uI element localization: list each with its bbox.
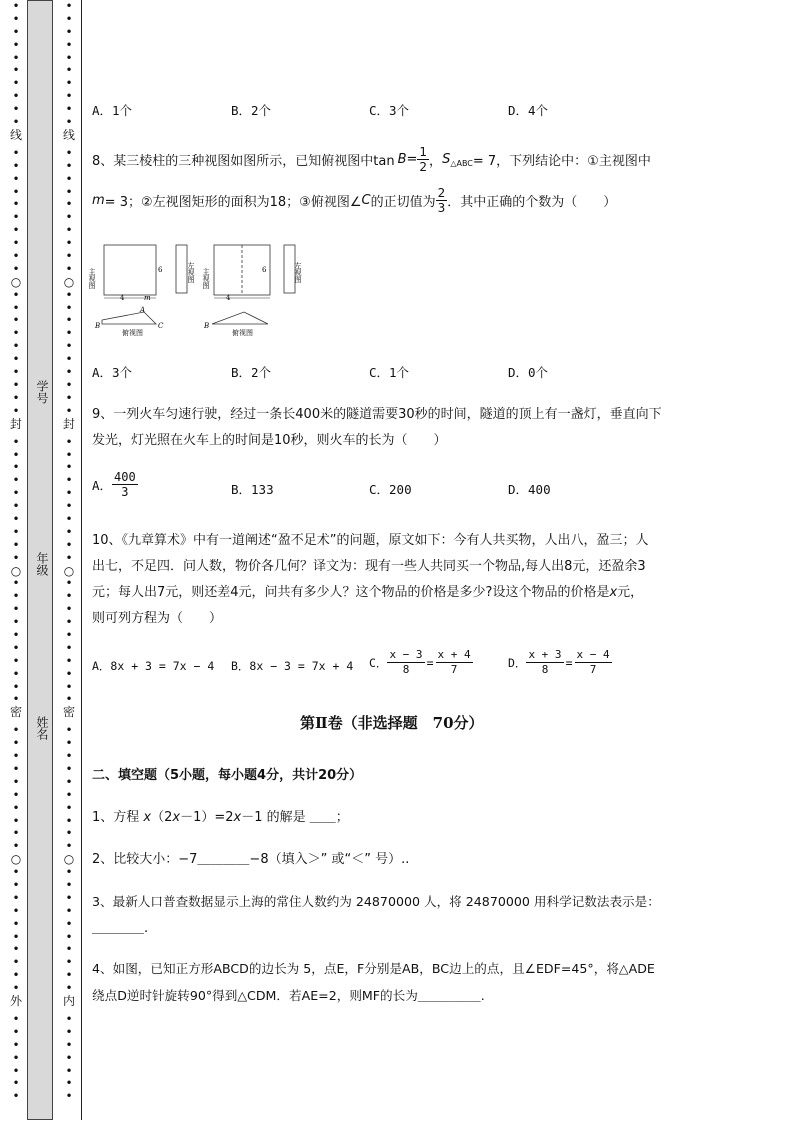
q10-line-4: 则可列方程为（ ）: [92, 611, 223, 626]
front-view-label: 主视图: [88, 268, 96, 289]
q8-fraction-half: $\frac{1}{2}$: [419, 144, 428, 174]
outer-mark-xian: 线: [10, 127, 23, 142]
dim-m-front: m: [144, 294, 151, 302]
field-name: 姓名: [35, 716, 49, 740]
inner-dot-column: • • • • • • • • • • 线 • • • • • • • • • • ○ • • • • • • • • • • 封 • • • • • • • • • • ○ • • • • • • • • • • 密 • • • • • • • • • • ○ • • • • • • • • • • 内 • • • • • • •: [63, 0, 76, 1104]
outer-mark-circle-3: ○: [10, 852, 22, 867]
point-c-label: C: [158, 322, 164, 330]
q7-option-d: D．4个: [508, 103, 549, 118]
q10-line-2: 出七，不足四．问人数，物价各几何？译文为：现有一些人共同买一个物品,每人出8元，还盈余3: [92, 559, 646, 574]
q8-line-2: m = 3；②左视图矩形的面积为18；③俯视图∠ C 的正切值为 $\frac{2}{3}$ ．其中正确的个数为（ ）: [92, 185, 617, 215]
q9-option-a: A． $\frac{400}{3}$: [92, 470, 136, 499]
point-a-label: A: [140, 306, 146, 314]
section-fill-in-title: 二、填空题（5小题，每小题4分，共计20分）: [92, 768, 363, 783]
top-view-label-2: 俯视图: [232, 329, 253, 337]
inner-mark-nei: 内: [63, 994, 76, 1009]
q10-line-3: 元；每人出7元，则还差4元，问共有多少人？这个物品的价格是多少?设这个物品的价格是x元，: [92, 585, 644, 600]
fill-q2: 2、比较大小：−7＿＿＿＿−8（填入＞” 或“＜” 号）..: [92, 852, 410, 867]
front-view-rect: [104, 245, 156, 295]
outer-mark-circle-1: ○: [10, 274, 22, 289]
binding-line: [81, 0, 82, 1120]
q8-three-views-figure: [88, 240, 332, 340]
field-grade: 年级: [35, 552, 49, 576]
dim-4-front: 4: [120, 294, 125, 302]
outer-mark-circle-2: ○: [10, 563, 22, 578]
q8-option-d: D．0个: [508, 365, 549, 380]
q7-option-a: A．1个: [92, 103, 133, 118]
q10-c-left-fraction: $\frac{x - 3}{8}$: [389, 648, 423, 676]
top-view-triangle-2: [212, 312, 268, 324]
q10-option-c: C． $\frac{x - 3}{8}$ = $\frac{x + 4}{7}$: [369, 648, 471, 676]
q10-line-1: 10、《九章算术》中有一道阐述“盈不足术”的问题，原文如下：今有人共买物，人出八，盈三；人: [92, 533, 649, 548]
top-view-label: 俯视图: [122, 329, 143, 337]
q9-line-2: 发光，灯光照在火车上的时间是10秒，则火车的长为（ ）: [92, 433, 447, 448]
inner-mark-xian: 线: [63, 127, 76, 142]
q9-fraction-400-3: $\frac{400}{3}$: [114, 470, 136, 499]
front-view-label-2: 主视图: [202, 268, 210, 289]
q7-option-b: B．2个: [231, 103, 272, 118]
q8-option-c: C．1个: [369, 365, 410, 380]
q9-option-d: D．400: [508, 482, 551, 497]
dim-6-front: 6: [158, 266, 163, 274]
q10-option-a: A．8x + 3 = 7x − 4: [92, 659, 215, 673]
field-student-id: 学号: [35, 380, 49, 404]
outer-mark-wai: 外: [10, 994, 23, 1009]
left-view-rect: [176, 245, 187, 293]
outer-mark-mi: 密: [10, 705, 23, 720]
part-2-heading: 第Ⅱ卷（非选择题 70分）: [300, 714, 484, 732]
q9-line-1: 9、一列火车匀速行驶，经过一条长400米的隧道需要30秒的时间，隧道的顶上有一盏灯，垂直向下: [92, 407, 662, 422]
q10-d-left-fraction: $\frac{x + 3}{8}$: [528, 648, 562, 676]
q8-option-a: A．3个: [92, 365, 133, 380]
top-view-triangle: [102, 312, 156, 324]
left-view-label: 左视图: [187, 262, 195, 283]
dim-6-front-2: 6: [262, 266, 267, 274]
left-view-label-2: 左视图: [294, 262, 302, 283]
q9-option-c: C．200: [369, 482, 412, 497]
fill-q4-line-2: 绕点D逆时针旋转90°得到△CDM．若AE=2，则MF的长为＿＿＿＿＿.: [92, 988, 485, 1003]
inner-mark-circle-3: ○: [63, 852, 75, 867]
q7-option-c: C．3个: [369, 103, 410, 118]
q10-c-right-fraction: $\frac{x + 4}{7}$: [437, 648, 471, 676]
fill-q4-line-1: 4、如图，已知正方形ABCD的边长为 5，点E，F分别是AB，BC边上的点，且∠EDF=45°，将△ADE: [92, 961, 655, 976]
outer-mark-feng: 封: [10, 416, 23, 431]
q9-option-b: B．133: [231, 482, 274, 497]
inner-mark-circle-1: ○: [63, 274, 75, 289]
fill-q3-line-2: ＿＿＿＿.: [92, 921, 149, 936]
inner-mark-circle-2: ○: [63, 563, 75, 578]
fill-q3-line-1: 3、最新人口普查数据显示上海的常住人数约为 24870000 人，将 24870000 用科学记数法表示是：: [92, 894, 660, 909]
q10-option-d: D． $\frac{x + 3}{8}$ = $\frac{x - 4}{7}$: [508, 648, 610, 676]
fill-q1: 1、方程 x（2x－1）=2x－1 的解是 ＿＿；: [92, 810, 349, 825]
q10-option-b: B．8x − 3 = 7x + 4: [231, 659, 354, 673]
point-b-label-2: B: [204, 322, 210, 330]
point-b-label: B: [95, 322, 101, 330]
inner-mark-feng: 封: [63, 416, 76, 431]
q8-option-b: B．2个: [231, 365, 272, 380]
q8-line-1: 8、某三棱柱的三种视图如图所示，已知俯视图中tan B = $\frac{1}{2}$ ， S △ABC = 7，下列结论中：①主视图中: [92, 144, 651, 174]
inner-mark-mi: 密: [63, 705, 76, 720]
q10-d-right-fraction: $\frac{x - 4}{7}$: [576, 648, 610, 676]
dim-4-front-2: 4: [226, 294, 231, 302]
q8-fraction-two-thirds: $\frac{2}{3}$: [437, 185, 446, 215]
outer-dot-column: • • • • • • • • • • 线 • • • • • • • • • • ○ • • • • • • • • • • 封 • • • • • • • • • • ○ • • • • • • • • • • 密 • • • • • • • • • • ○ • • • • • • • • • • 外 • • • • • • •: [10, 0, 23, 1104]
